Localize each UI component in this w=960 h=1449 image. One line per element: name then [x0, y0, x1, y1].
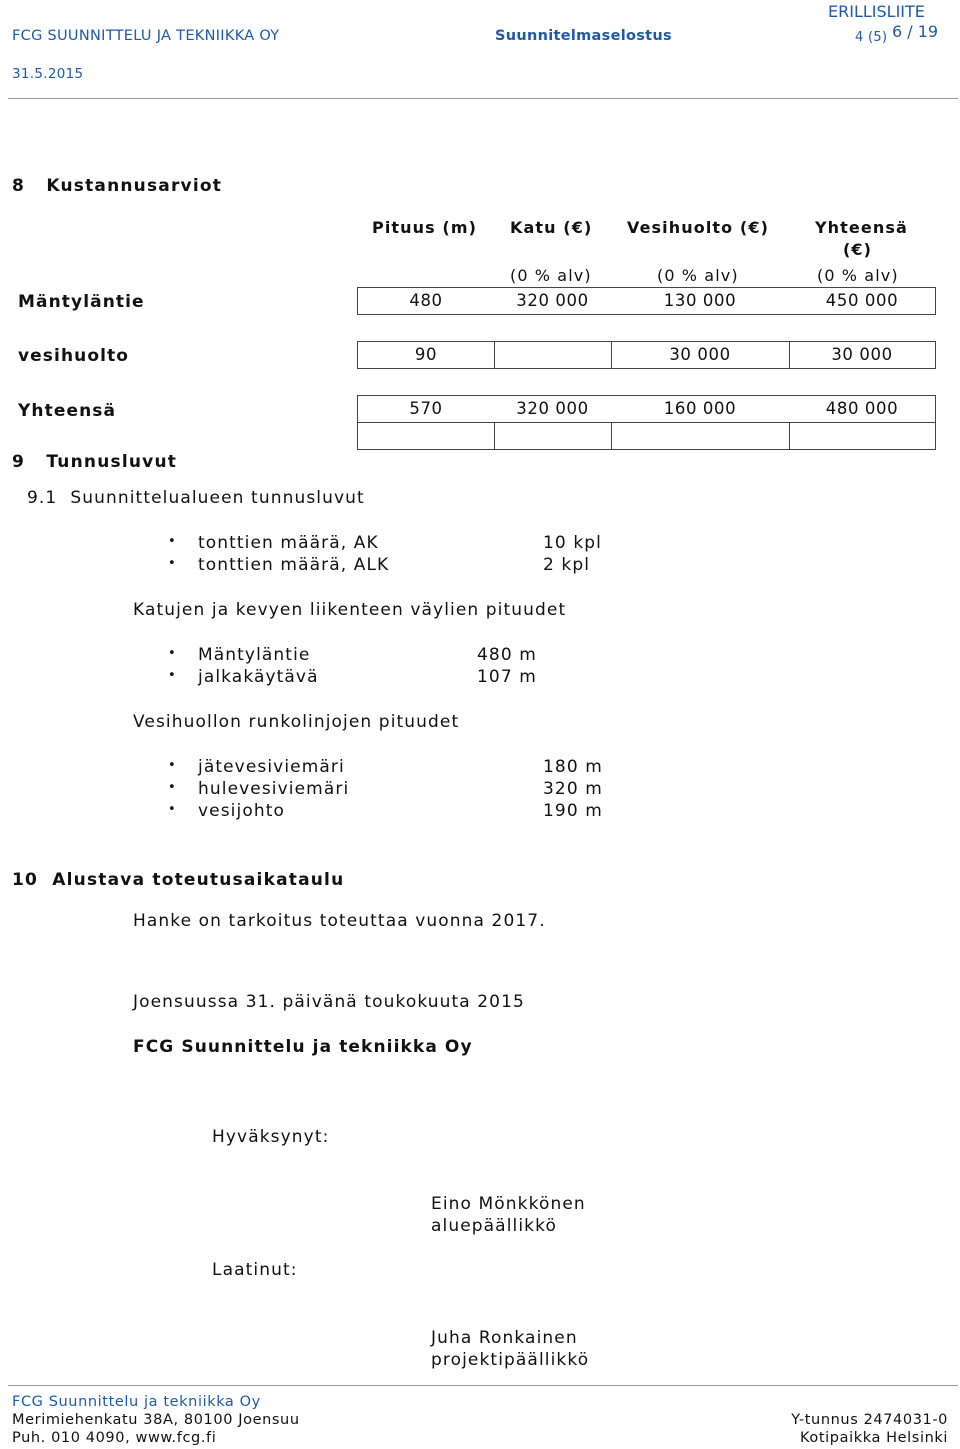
item-value: 480 m — [477, 645, 537, 665]
vat-note-water: (0 % alv) — [657, 266, 739, 285]
list-item — [198, 667, 319, 687]
row-label-yhteensa: Yhteensä — [18, 401, 117, 421]
cell-empty — [611, 423, 789, 449]
item-value: 10 kpl — [543, 533, 602, 553]
cell-water: 130 000 — [663, 291, 737, 310]
header-date: 31.5.2015 — [12, 66, 84, 82]
approved-label: Hyväksynyt: — [212, 1127, 330, 1147]
list-item — [198, 533, 379, 553]
footer-business-id: Y-tunnus 2474031-0 — [791, 1412, 948, 1428]
section-10-title: 10 Alustava toteutusaikataulu — [12, 870, 345, 890]
prepared-label: Laatinut: — [212, 1260, 298, 1280]
cell-length: 570 — [409, 399, 443, 418]
footer-address: Merimiehenkatu 38A, 80100 Joensuu — [12, 1412, 300, 1428]
section-9-title: 9 Tunnusluvut — [12, 452, 178, 472]
cell-length: 90 — [414, 345, 438, 364]
cell-street: 320 000 — [516, 291, 589, 310]
footer-contact: Puh. 010 4090, www.fcg.fi — [12, 1430, 217, 1446]
annex-label: ERILLISLIITE — [828, 2, 925, 21]
item-value: 320 m — [543, 779, 603, 799]
cell-length: 480 — [409, 291, 443, 310]
table-row — [357, 395, 936, 423]
item-name: tonttien määrä, AK — [198, 533, 379, 553]
section-8-title: 8 Kustannusarviot — [12, 176, 223, 196]
item-value: 180 m — [543, 757, 603, 777]
cell-empty — [358, 423, 494, 449]
water-heading: Vesihuollon runkolinjojen pituudet — [133, 712, 460, 732]
header-doc-type: Suunnitelmaselostus — [495, 28, 672, 44]
cell-total: 450 000 — [825, 291, 899, 310]
col-header-water: Vesihuolto (€) — [627, 218, 769, 237]
table-row — [357, 287, 936, 315]
cell-water: 160 000 — [663, 399, 737, 418]
item-value: 107 m — [477, 667, 537, 687]
header-company: FCG SUUNNITTELU JA TEKNIIKKA OY — [12, 28, 280, 44]
col-header-total-unit: (€) — [843, 240, 873, 259]
preparer-name: Juha Ronkainen — [431, 1328, 578, 1348]
approver-name: Eino Mönkkönen — [431, 1194, 586, 1214]
vat-note-total: (0 % alv) — [817, 266, 899, 285]
subsection-9-1-title: 9.1 Suunnittelualueen tunnusluvut — [27, 488, 365, 508]
footer-domicile: Kotipaikka Helsinki — [800, 1430, 948, 1446]
cell-empty — [789, 423, 935, 449]
footer-company: FCG Suunnittelu ja tekniikka Oy — [12, 1394, 261, 1410]
item-name: vesijohto — [198, 801, 285, 821]
schedule-text: Hanke on tarkoitus toteuttaa vuonna 2017. — [133, 911, 546, 931]
item-name: tonttien määrä, ALK — [198, 555, 390, 575]
cell-total: 480 000 — [825, 399, 899, 418]
cell-water: 30 000 — [669, 345, 731, 364]
row-label-vesihuolto: vesihuolto — [18, 346, 130, 366]
signoff-company: FCG Suunnittelu ja tekniikka Oy — [133, 1037, 473, 1057]
annex-page: 6 / 19 — [892, 22, 939, 41]
approver-title: aluepäällikkö — [431, 1216, 557, 1236]
col-header-length: Pituus (m) — [372, 218, 478, 237]
item-name: jätevesiviemäri — [198, 757, 345, 777]
item-name: Mäntyläntie — [198, 645, 311, 665]
col-header-total: Yhteensä — [815, 218, 908, 237]
item-name: jalkakäytävä — [198, 667, 319, 687]
streets-heading: Katujen ja kevyen liikenteen väylien pituudet — [133, 600, 567, 620]
cell-total: 30 000 — [831, 345, 893, 364]
cell-street: 320 000 — [516, 399, 589, 418]
item-name: hulevesiviemäri — [198, 779, 350, 799]
table-row-empty — [357, 423, 936, 450]
row-label-mantylantie: Mäntyläntie — [18, 292, 145, 312]
list-item — [198, 757, 345, 777]
cell-street — [494, 342, 611, 368]
cell-empty — [494, 423, 611, 449]
list-item — [198, 779, 349, 799]
item-value: 190 m — [543, 801, 603, 821]
header-page-info: 4 (5) — [855, 30, 888, 45]
list-item — [198, 555, 389, 575]
preparer-title: projektipäällikkö — [431, 1350, 590, 1370]
item-value: 2 kpl — [543, 555, 591, 575]
place-date: Joensuussa 31. päivänä toukokuuta 2015 — [133, 992, 525, 1012]
table-row — [357, 341, 936, 369]
footer-rule — [8, 1385, 958, 1386]
col-header-street: Katu (€) — [510, 218, 593, 237]
vat-note-street: (0 % alv) — [510, 266, 592, 285]
list-item — [198, 801, 285, 821]
header-rule — [8, 98, 958, 99]
list-item — [198, 645, 310, 665]
